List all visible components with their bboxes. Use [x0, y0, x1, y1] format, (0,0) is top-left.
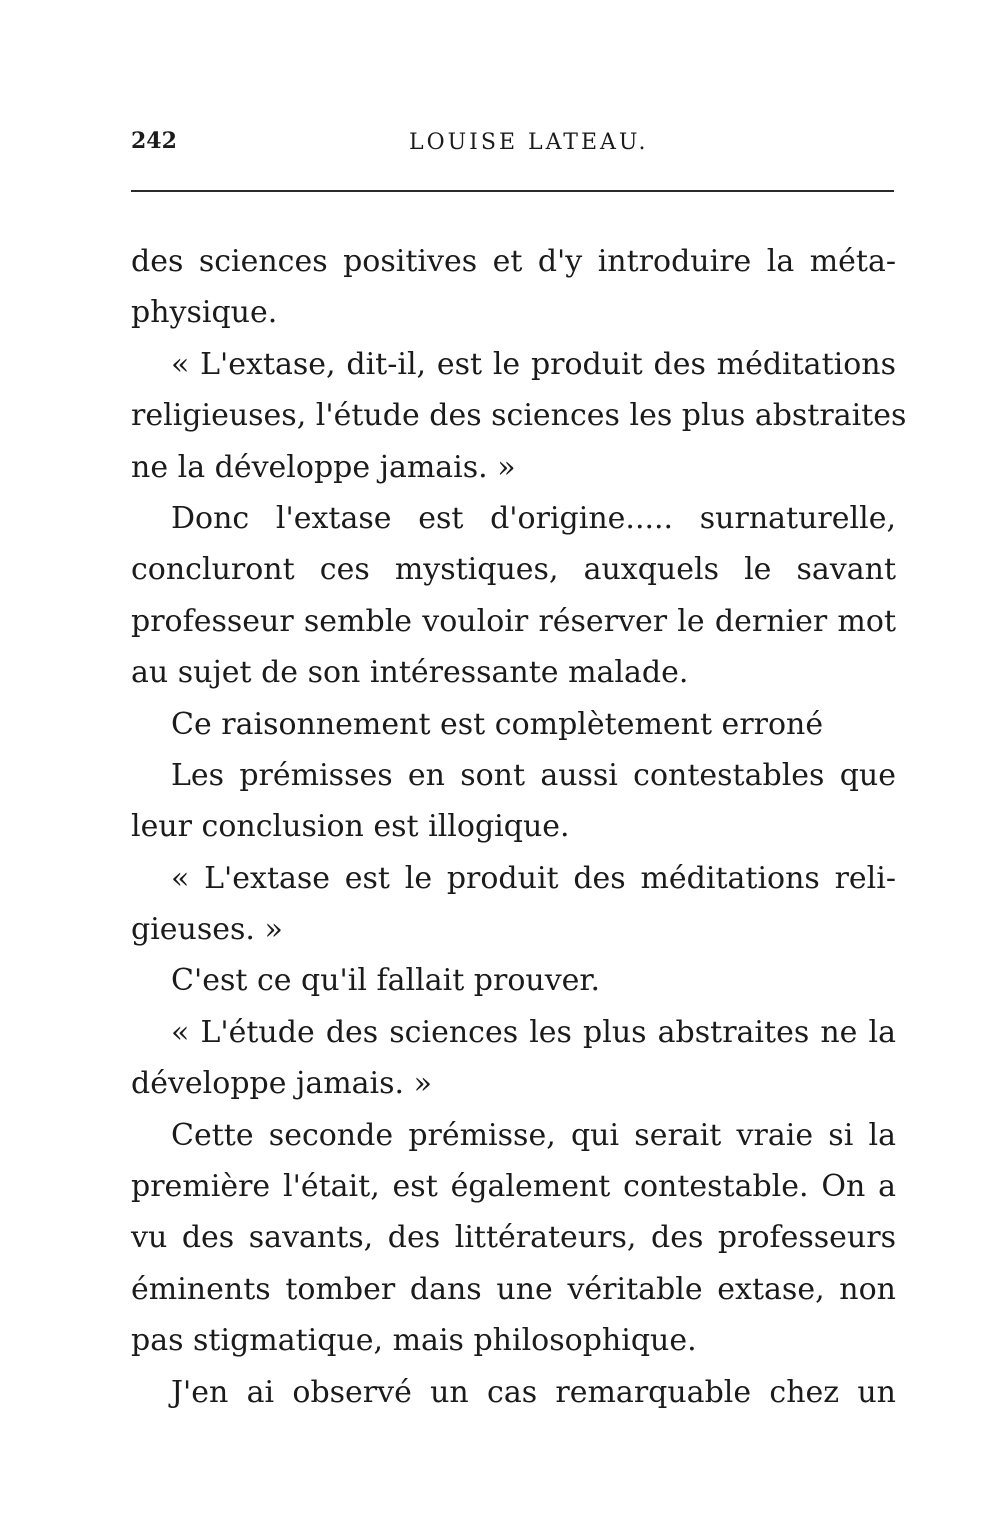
text-line: concluront ces mystiques, auxquels le savant	[131, 552, 896, 588]
header-rule	[131, 190, 894, 192]
text-line: vu des savants, des littérateurs, des professeurs	[131, 1220, 896, 1256]
text-line: « L'extase est le produit des méditations reli-	[171, 860, 896, 896]
text-line: J'en ai observé un cas remarquable chez un	[171, 1374, 896, 1410]
text-line: au sujet de son intéressante malade.	[131, 655, 689, 691]
page-header	[131, 128, 896, 160]
text-line: pas stigmatique, mais philosophique.	[131, 1323, 697, 1359]
text-line: leur conclusion est illogique.	[131, 809, 570, 845]
text-line: première l'était, est également contestable. On a	[131, 1169, 896, 1205]
text-line: développe jamais. »	[131, 1066, 432, 1102]
body-text	[131, 236, 907, 1418]
text-line: Donc l'extase est d'origine..... surnaturelle,	[171, 500, 896, 536]
text-line: éminents tomber dans une véritable extase, non	[131, 1271, 896, 1307]
text-line: Cette seconde prémisse, qui serait vraie si la	[171, 1117, 896, 1153]
text-line: Ce raisonnement est complètement erroné	[171, 706, 824, 742]
text-line: gieuses. »	[131, 912, 283, 948]
text-line: religieuses, l'étude des sciences les plus abstraites	[131, 398, 907, 434]
text-line: « L'extase, dit-il, est le produit des méditations	[171, 346, 896, 382]
running-title: LOUISE LATEAU.	[409, 130, 649, 155]
text-line: ne la développe jamais. »	[131, 449, 516, 485]
page-number: 242	[131, 128, 177, 154]
text-line: physique.	[131, 295, 278, 331]
text-line: « L'étude des sciences les plus abstraites ne la	[171, 1014, 896, 1050]
text-line: C'est ce qu'il fallait prouver.	[171, 963, 600, 999]
text-line: des sciences positives et d'y introduire la méta-	[131, 244, 896, 279]
text-line: professeur semble vouloir réserver le dernier mot	[131, 603, 896, 639]
text-line: Les prémisses en sont aussi contestables que	[171, 757, 896, 793]
